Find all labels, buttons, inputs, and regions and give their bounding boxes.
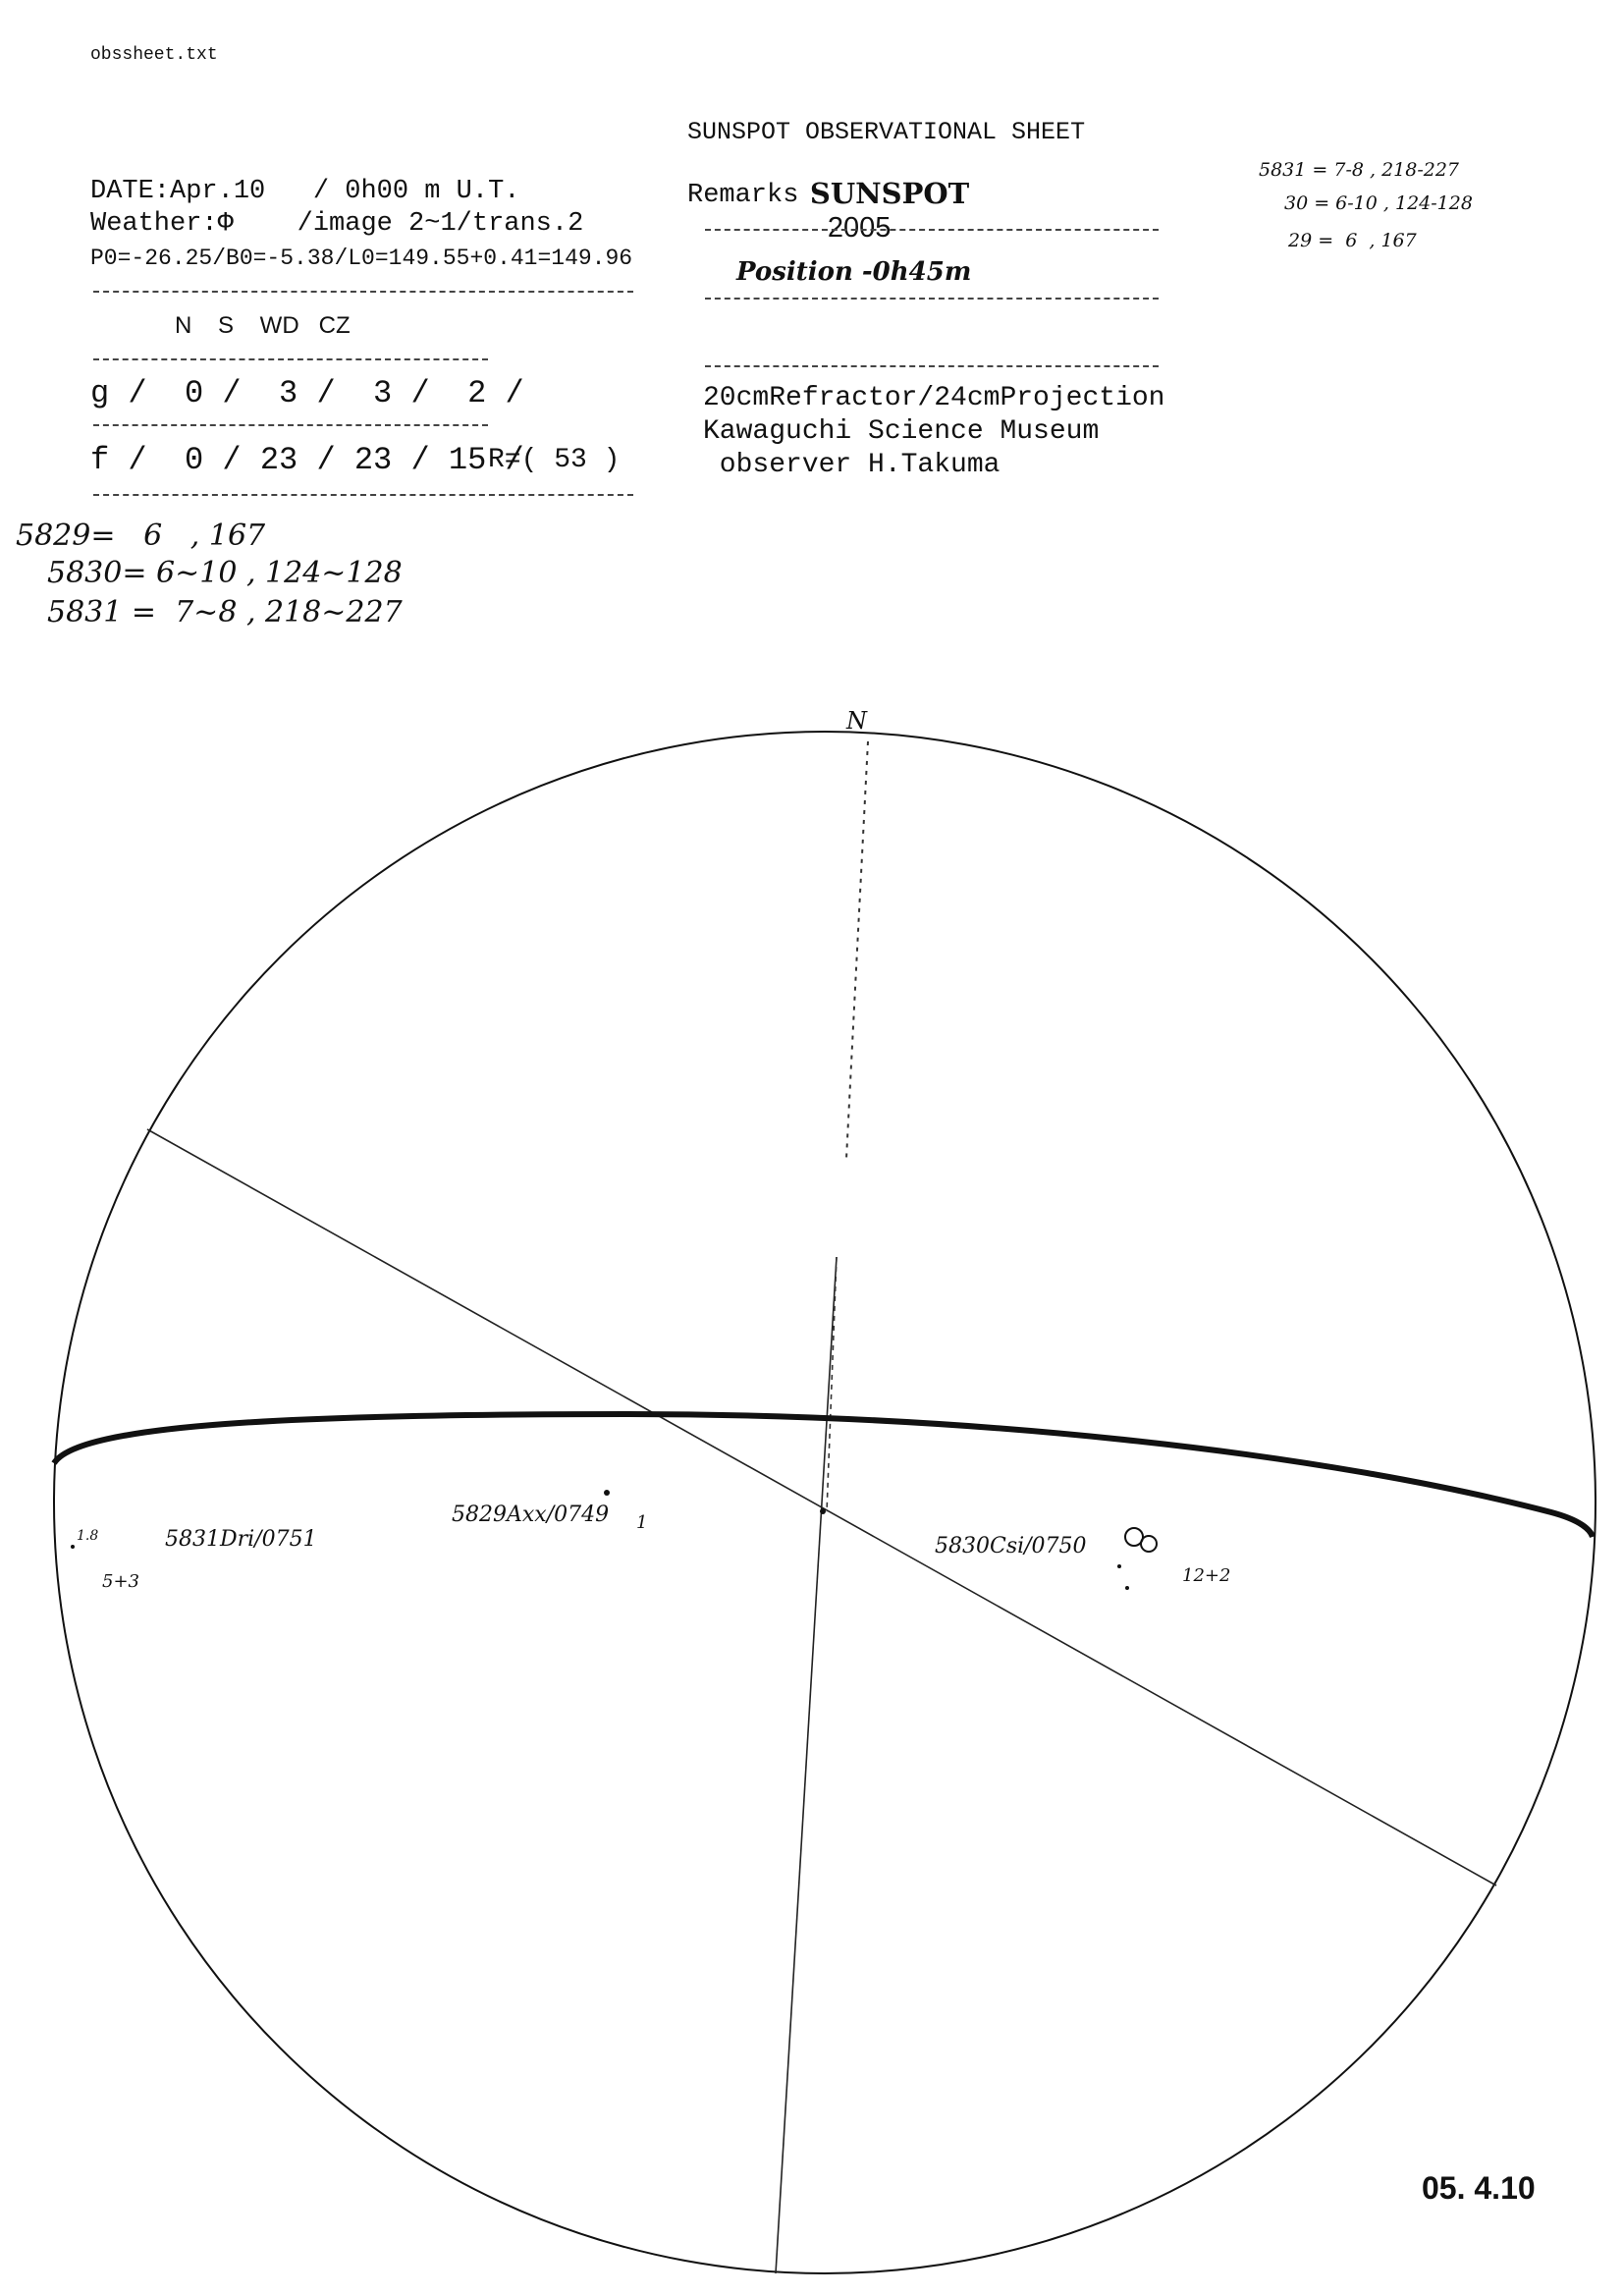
north-south-axis-lower bbox=[776, 1257, 837, 2273]
disk-center-mark bbox=[820, 1508, 826, 1514]
sunspot-5830-b bbox=[1141, 1536, 1157, 1552]
sunspot-5829 bbox=[604, 1490, 610, 1496]
group-extra-5831: 1.8 bbox=[77, 1528, 99, 1544]
group-label-5830: 5830Csi/0750 bbox=[935, 1534, 1087, 1558]
subtitle-year: 2005 bbox=[827, 212, 892, 244]
sunspot-5830-c bbox=[1117, 1564, 1121, 1568]
sheet-title: SUNSPOT OBSERVATIONAL SHEET bbox=[687, 118, 1086, 146]
sunspot-5831-a bbox=[71, 1545, 75, 1549]
spot-count-row: f / 0 / 23 / 23 / 15 / bbox=[90, 442, 524, 478]
subtitle-word: SUNSPOT bbox=[809, 177, 970, 210]
ecliptic-line bbox=[147, 1129, 1496, 1886]
position-angle-line: P0=-26.25/B0=-5.38/L0=149.55+0.41=149.96 bbox=[90, 246, 633, 271]
sunspot-5830-d bbox=[1125, 1586, 1129, 1590]
group-count-row: g / 0 / 3 / 3 / 2 / bbox=[90, 375, 524, 411]
weather-line: Weather:Φ /image 2~1/trans.2 bbox=[90, 209, 584, 239]
note-right-3: 29 = 6 , 167 bbox=[1288, 230, 1417, 251]
north-axis-upper bbox=[846, 741, 868, 1159]
remarks-label: Remarks bbox=[687, 181, 799, 210]
note-left-3: 5831 = 7~8 , 218~227 bbox=[47, 595, 403, 629]
solar-limb-circle bbox=[54, 732, 1596, 2273]
group-count-5829: 1 bbox=[636, 1512, 648, 1533]
file-name: obssheet.txt bbox=[90, 45, 218, 65]
group-label-5831: 5831Dri/0751 bbox=[165, 1527, 317, 1552]
group-label-5829: 5829Axx/0749 bbox=[452, 1503, 610, 1527]
note-right-2: 30 = 6-10 , 124-128 bbox=[1284, 192, 1473, 214]
note-right-1: 5831 = 7-8 , 218-227 bbox=[1259, 159, 1460, 181]
north-label: N bbox=[846, 707, 867, 735]
group-count-5831: 5+3 bbox=[102, 1571, 139, 1592]
equipment-line-1: 20cmRefractor/24cmProjection bbox=[703, 383, 1165, 413]
equipment-line-3: observer H.Takuma bbox=[703, 450, 1001, 480]
group-count-5830: 12+2 bbox=[1182, 1565, 1231, 1586]
date-line: DATE:Apr.10 / 0h00 m U.T. bbox=[90, 177, 520, 206]
note-left-1: 5829= 6 , 167 bbox=[16, 519, 266, 553]
note-left-2: 5830= 6~10 , 124~128 bbox=[47, 556, 403, 590]
remarks-note: Position -0h45m bbox=[736, 257, 972, 287]
date-stamp: 05. 4.10 bbox=[1422, 2170, 1536, 2206]
equipment-line-2: Kawaguchi Science Museum bbox=[703, 416, 1100, 447]
count-column-headers: N S WD CZ bbox=[175, 312, 351, 339]
r-number: R=( 53 ) bbox=[488, 445, 621, 475]
